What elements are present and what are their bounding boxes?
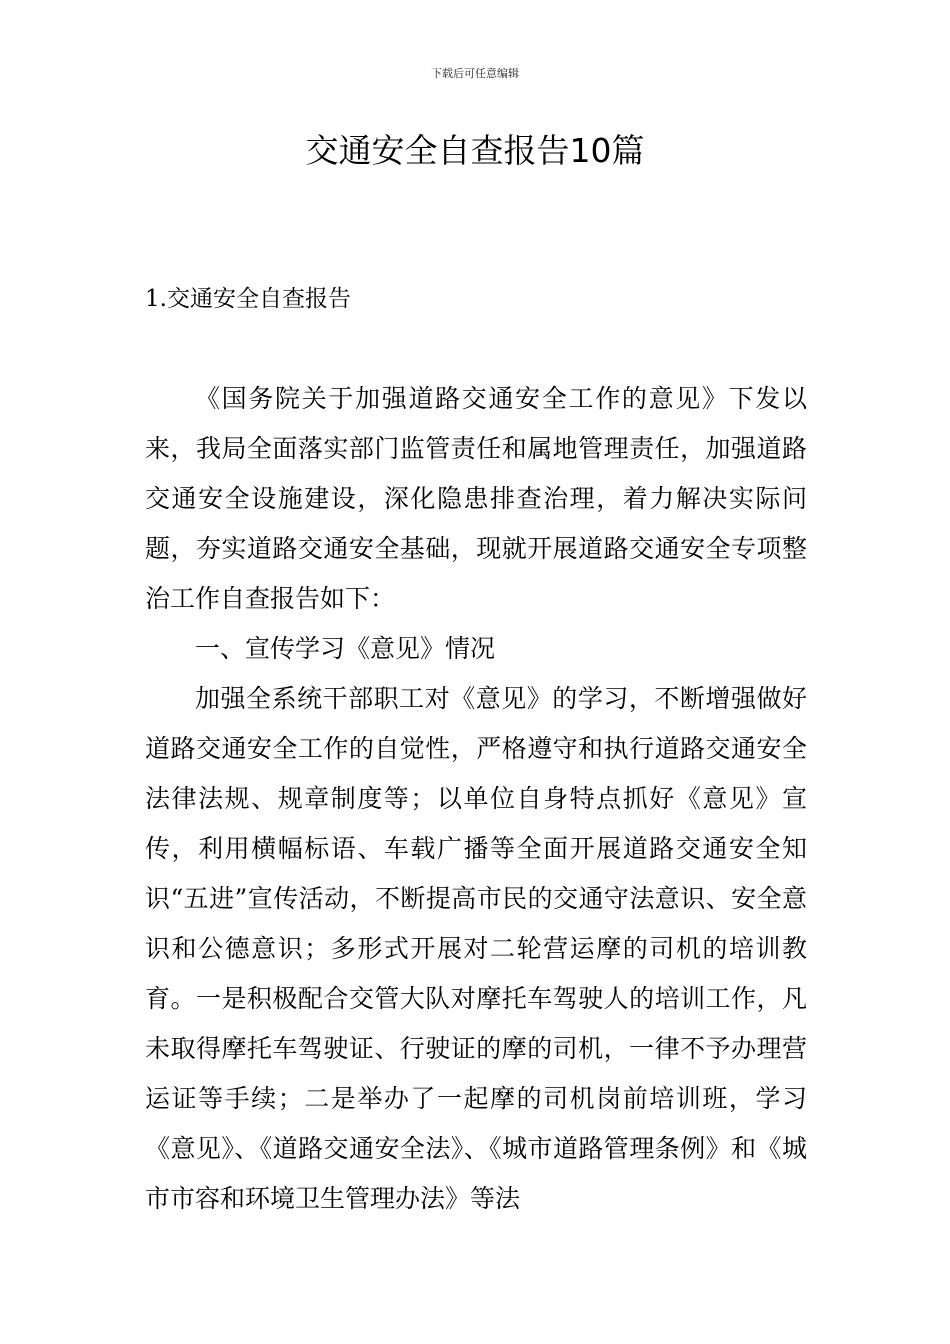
paragraph-body: 加强全系统干部职工对《意见》的学习，不断增强做好道路交通安全工作的自觉性，严格遵守和执行道路交通安全法律法规、规章制度等；以单位自身特点抓好《意见》宣传，利用横幅标语、车载广播等全面开展道路交通安全知识“五进”宣传活动，不断提高市民的交通守法意识、安全意识和公德意识；多形式开展对二轮营运摩的司机的培训教育。一是积极配合交管大队对摩托车驾驶人的培训工作，凡未取得摩托车驾驶证、行驶证的摩的司机，一律不予办理营运证等手续；二是举办了一起摩的司机岗前培训班，学习《意见》、《道路交通安全法》、《城市道路管理条例》和《城市市容和环境卫生管理办法》等法	[145, 684, 807, 1213]
document-title: 交通安全自查报告10篇	[305, 131, 645, 170]
paragraph-intro: 《国务院关于加强道路交通安全工作的意见》下发以来，我局全面落实部门监管责任和属地管理责任，加强道路交通安全设施建设，深化隐患排查治理，着力解决实际问题，夯实道路交通安全基础，现就开展道路交通安全专项整治工作自查报告如下：	[145, 384, 807, 613]
paragraph-subheading: 一、宣传学习《意见》情况	[195, 634, 496, 663]
section-heading: 1.交通安全自查报告	[145, 286, 351, 312]
body-text	[145, 374, 807, 1224]
header-note: 下载后可任意编辑	[431, 67, 519, 80]
